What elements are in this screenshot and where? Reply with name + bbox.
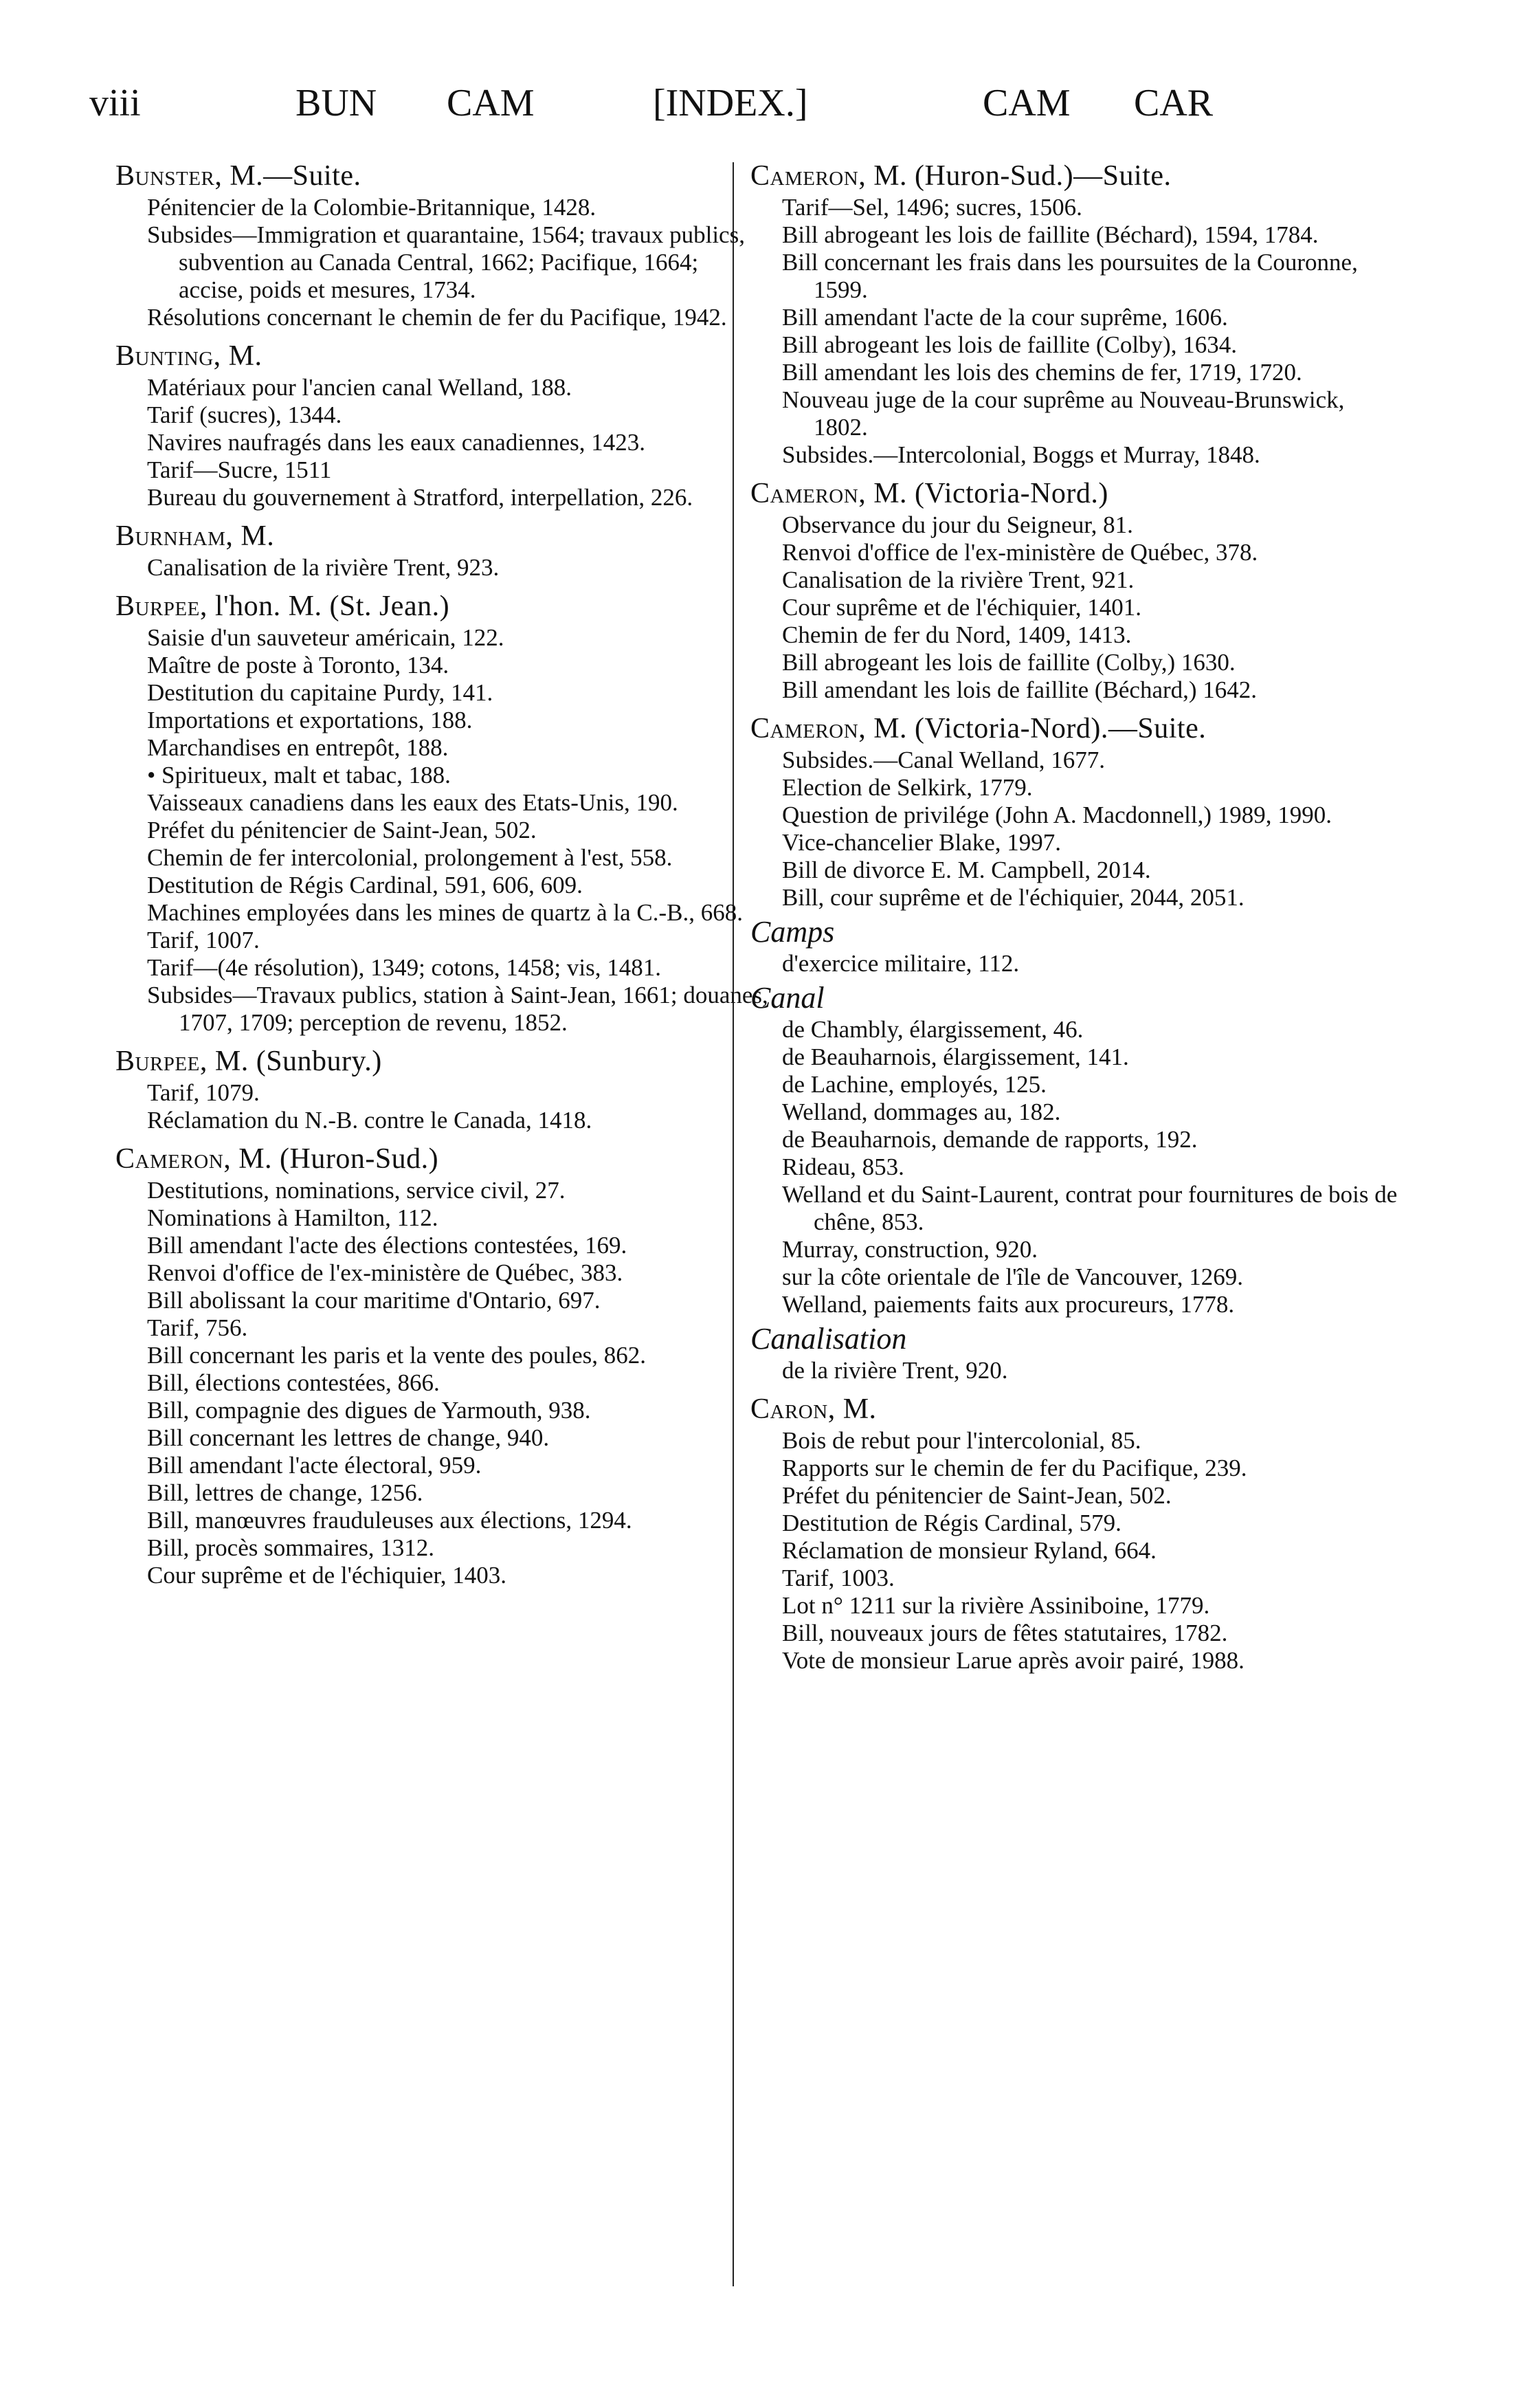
index-heading: Bunster, M.—Suite. bbox=[115, 160, 361, 192]
index-line: Bill concernant les lettres de change, 940. bbox=[147, 1424, 550, 1451]
index-heading: Burpee, l'hon. M. (St. Jean.) bbox=[115, 590, 450, 622]
index-line: Rapports sur le chemin de fer du Pacifique, 239. bbox=[782, 1455, 1247, 1481]
index-heading: Cameron, M. (Victoria-Nord).—Suite. bbox=[750, 713, 1207, 744]
index-line: de Beauharnois, demande de rapports, 192. bbox=[782, 1126, 1198, 1153]
index-line: Bill, nouveaux jours de fêtes statutaires, 1782. bbox=[782, 1620, 1228, 1646]
index-line: de Chambly, élargissement, 46. bbox=[782, 1016, 1084, 1043]
index-line: Subsides—Travaux publics, station à Saint-Jean, 1661; douanes, 1707, 1709; perception de revenu, 1852. bbox=[147, 982, 768, 1036]
index-line: Maître de poste à Toronto, 134. bbox=[147, 652, 449, 678]
index-section-heading: Canalisation bbox=[750, 1322, 907, 1356]
index-line: Tarif, 1007. bbox=[147, 927, 260, 953]
index-line: Navires naufragés dans les eaux canadiennes, 1423. bbox=[147, 429, 646, 456]
index-line: Bill, cour suprême et de l'échiquier, 2044, 2051. bbox=[782, 884, 1244, 911]
index-line: Bill, procès sommaires, 1312. bbox=[147, 1534, 435, 1561]
index-column-left bbox=[115, 159, 768, 1589]
index-line: Destitutions, nominations, service civil, 27. bbox=[147, 1177, 566, 1204]
index-line: Bill, élections contestées, 866. bbox=[147, 1369, 440, 1396]
heading-name: Cameron bbox=[750, 160, 859, 192]
index-line: Réclamation du N.-B. contre le Canada, 1418. bbox=[147, 1107, 592, 1134]
index-heading: Cameron, M. (Victoria-Nord.) bbox=[750, 478, 1108, 509]
heading-name: Cameron bbox=[115, 1143, 224, 1175]
index-line: Welland, dommages au, 182. bbox=[782, 1098, 1061, 1125]
index-line: Bill amendant les lois des chemins de fer, 1719, 1720. bbox=[782, 359, 1302, 386]
heading-name: Caron bbox=[750, 1393, 828, 1425]
running-header bbox=[89, 81, 1450, 136]
index-section-heading: Canal bbox=[750, 981, 825, 1015]
index-line: Réclamation de monsieur Ryland, 664. bbox=[782, 1537, 1157, 1564]
index-line: Renvoi d'office de l'ex-ministère de Québec, 378. bbox=[782, 539, 1258, 566]
index-heading: Caron, M. bbox=[750, 1393, 877, 1425]
heading-name: Cameron bbox=[750, 478, 859, 509]
header-title: [INDEX.] bbox=[653, 82, 808, 124]
index-line: Renvoi d'office de l'ex-ministère de Québec, 383. bbox=[147, 1259, 623, 1286]
index-line: Welland, paiements faits aux procureurs, 1778. bbox=[782, 1291, 1235, 1318]
index-line: Saisie d'un sauveteur américain, 122. bbox=[147, 624, 504, 651]
index-line: Subsides—Immigration et quarantaine, 1564; travaux publics, subvention au Canada Central, 1662; Pacifique, 1664; accise, poids et mesures, 1734. bbox=[147, 221, 745, 303]
index-line: Cour suprême et de l'échiquier, 1403. bbox=[147, 1562, 506, 1589]
index-line: Election de Selkirk, 1779. bbox=[782, 774, 1033, 801]
heading-name: Burpee bbox=[115, 590, 200, 622]
heading-name: Cameron bbox=[750, 713, 859, 744]
heading-name: Burnham bbox=[115, 520, 226, 552]
index-line: Marchandises en entrepôt, 188. bbox=[147, 734, 449, 761]
index-line: d'exercice militaire, 112. bbox=[782, 950, 1020, 977]
index-line: Bureau du gouvernement à Stratford, interpellation, 226. bbox=[147, 484, 693, 511]
index-line: Bill abrogeant les lois de faillite (Colby,) 1630. bbox=[782, 649, 1236, 676]
index-line: Destitution du capitaine Purdy, 141. bbox=[147, 679, 493, 706]
index-line: Tarif, 756. bbox=[147, 1314, 248, 1341]
index-line: Subsides.—Intercolonial, Boggs et Murray, 1848. bbox=[782, 441, 1260, 468]
index-line: Bill concernant les paris et la vente des poules, 862. bbox=[147, 1342, 647, 1369]
index-line: Welland et du Saint-Laurent, contrat pour fournitures de bois de chêne, 853. bbox=[782, 1181, 1398, 1235]
index-line: Machines employées dans les mines de quartz à la C.-B., 668. bbox=[147, 899, 744, 926]
index-line: Bois de rebut pour l'intercolonial, 85. bbox=[782, 1427, 1141, 1454]
index-line: Importations et exportations, 188. bbox=[147, 707, 473, 733]
index-line: Bill amendant l'acte électoral, 959. bbox=[147, 1452, 482, 1479]
index-line: Tarif, 1003. bbox=[782, 1565, 895, 1591]
header-range-left-end: CAM bbox=[447, 82, 535, 124]
index-line: Préfet du pénitencier de Saint-Jean, 502. bbox=[782, 1482, 1172, 1509]
index-line: Bill concernant les frais dans les poursuites de la Couronne, 1599. bbox=[782, 249, 1358, 303]
index-line: Chemin de fer intercolonial, prolongement à l'est, 558. bbox=[147, 844, 673, 871]
index-line: Subsides.—Canal Welland, 1677. bbox=[782, 747, 1105, 773]
index-heading: Bunting, M. bbox=[115, 340, 263, 372]
index-line: Vaisseaux canadiens dans les eaux des Etats-Unis, 190. bbox=[147, 789, 678, 816]
index-line: Résolutions concernant le chemin de fer du Pacifique, 1942. bbox=[147, 304, 727, 331]
index-line: Cour suprême et de l'échiquier, 1401. bbox=[782, 594, 1141, 621]
index-line: Destitution de Régis Cardinal, 591, 606, 609. bbox=[147, 872, 583, 898]
index-line: Nouveau juge de la cour suprême au Nouveau-Brunswick, 1802. bbox=[782, 386, 1345, 441]
heading-name: Bunting bbox=[115, 340, 214, 372]
index-line: sur la côte orientale de l'île de Vancouver, 1269. bbox=[782, 1263, 1243, 1290]
index-line: Vice-chancelier Blake, 1997. bbox=[782, 829, 1062, 856]
index-line: Bill amendant les lois de faillite (Béchard,) 1642. bbox=[782, 676, 1258, 703]
index-line: Chemin de fer du Nord, 1409, 1413. bbox=[782, 621, 1132, 648]
index-line: Murray, construction, 920. bbox=[782, 1236, 1038, 1263]
index-line: Bill, manœuvres frauduleuses aux élections, 1294. bbox=[147, 1507, 632, 1534]
index-line: Observance du jour du Seigneur, 81. bbox=[782, 511, 1133, 538]
index-line: de Lachine, employés, 125. bbox=[782, 1071, 1047, 1098]
index-heading: Cameron, M. (Huron-Sud.)—Suite. bbox=[750, 160, 1172, 192]
index-column-right bbox=[750, 159, 1403, 1675]
index-heading: Burnham, M. bbox=[115, 520, 275, 552]
index-line: Préfet du pénitencier de Saint-Jean, 502. bbox=[147, 817, 537, 843]
index-line: Nominations à Hamilton, 112. bbox=[147, 1204, 438, 1231]
index-line: Bill, compagnie des digues de Yarmouth, 938. bbox=[147, 1397, 591, 1424]
index-line: Canalisation de la rivière Trent, 923. bbox=[147, 554, 500, 581]
index-line: Bill abrogeant les lois de faillite (Colby), 1634. bbox=[782, 331, 1237, 358]
index-line: Destitution de Régis Cardinal, 579. bbox=[782, 1510, 1121, 1536]
index-line: Bill amendant l'acte des élections contestées, 169. bbox=[147, 1232, 627, 1259]
index-line: Rideau, 853. bbox=[782, 1153, 904, 1180]
index-section-heading: Camps bbox=[750, 915, 835, 949]
index-heading: Burpee, M. (Sunbury.) bbox=[115, 1046, 382, 1077]
index-line: Canalisation de la rivière Trent, 921. bbox=[782, 566, 1135, 593]
heading-name: Bunster bbox=[115, 160, 215, 192]
index-line: Matériaux pour l'ancien canal Welland, 188. bbox=[147, 374, 572, 401]
index-line: Lot n° 1211 sur la rivière Assiniboine, 1779. bbox=[782, 1592, 1210, 1619]
heading-name: Burpee bbox=[115, 1046, 200, 1077]
index-line: Tarif—Sel, 1496; sucres, 1506. bbox=[782, 194, 1082, 221]
index-line: Question de privilége (John A. Macdonnell,) 1989, 1990. bbox=[782, 802, 1332, 828]
index-line: Bill abolissant la cour maritime d'Ontario, 697. bbox=[147, 1287, 601, 1314]
index-line: Pénitencier de la Colombie-Britannique, 1428. bbox=[147, 194, 596, 221]
index-line: Bill amendant l'acte de la cour suprême, 1606. bbox=[782, 304, 1228, 331]
index-line: Tarif—Sucre, 1511 bbox=[147, 456, 332, 483]
index-heading: Cameron, M. (Huron-Sud.) bbox=[115, 1143, 439, 1175]
index-line: de la rivière Trent, 920. bbox=[782, 1357, 1008, 1384]
index-line: Vote de monsieur Larue après avoir pairé, 1988. bbox=[782, 1647, 1244, 1674]
index-line: Tarif (sucres), 1344. bbox=[147, 401, 342, 428]
index-line: de Beauharnois, élargissement, 141. bbox=[782, 1043, 1129, 1070]
page-number: viii bbox=[89, 82, 141, 124]
header-range-right-start: CAM bbox=[983, 82, 1071, 124]
index-line: Tarif, 1079. bbox=[147, 1079, 260, 1106]
index-line: Tarif—(4e résolution), 1349; cotons, 1458; vis, 1481. bbox=[147, 954, 662, 981]
index-line: Bill abrogeant les lois de faillite (Béchard), 1594, 1784. bbox=[782, 221, 1319, 248]
index-line: Bill, lettres de change, 1256. bbox=[147, 1479, 423, 1506]
index-line: Bill de divorce E. M. Campbell, 2014. bbox=[782, 857, 1151, 883]
index-line: • Spiritueux, malt et tabac, 188. bbox=[147, 762, 451, 788]
header-range-right-end: CAR bbox=[1134, 82, 1214, 124]
header-range-left-start: BUN bbox=[295, 82, 377, 124]
